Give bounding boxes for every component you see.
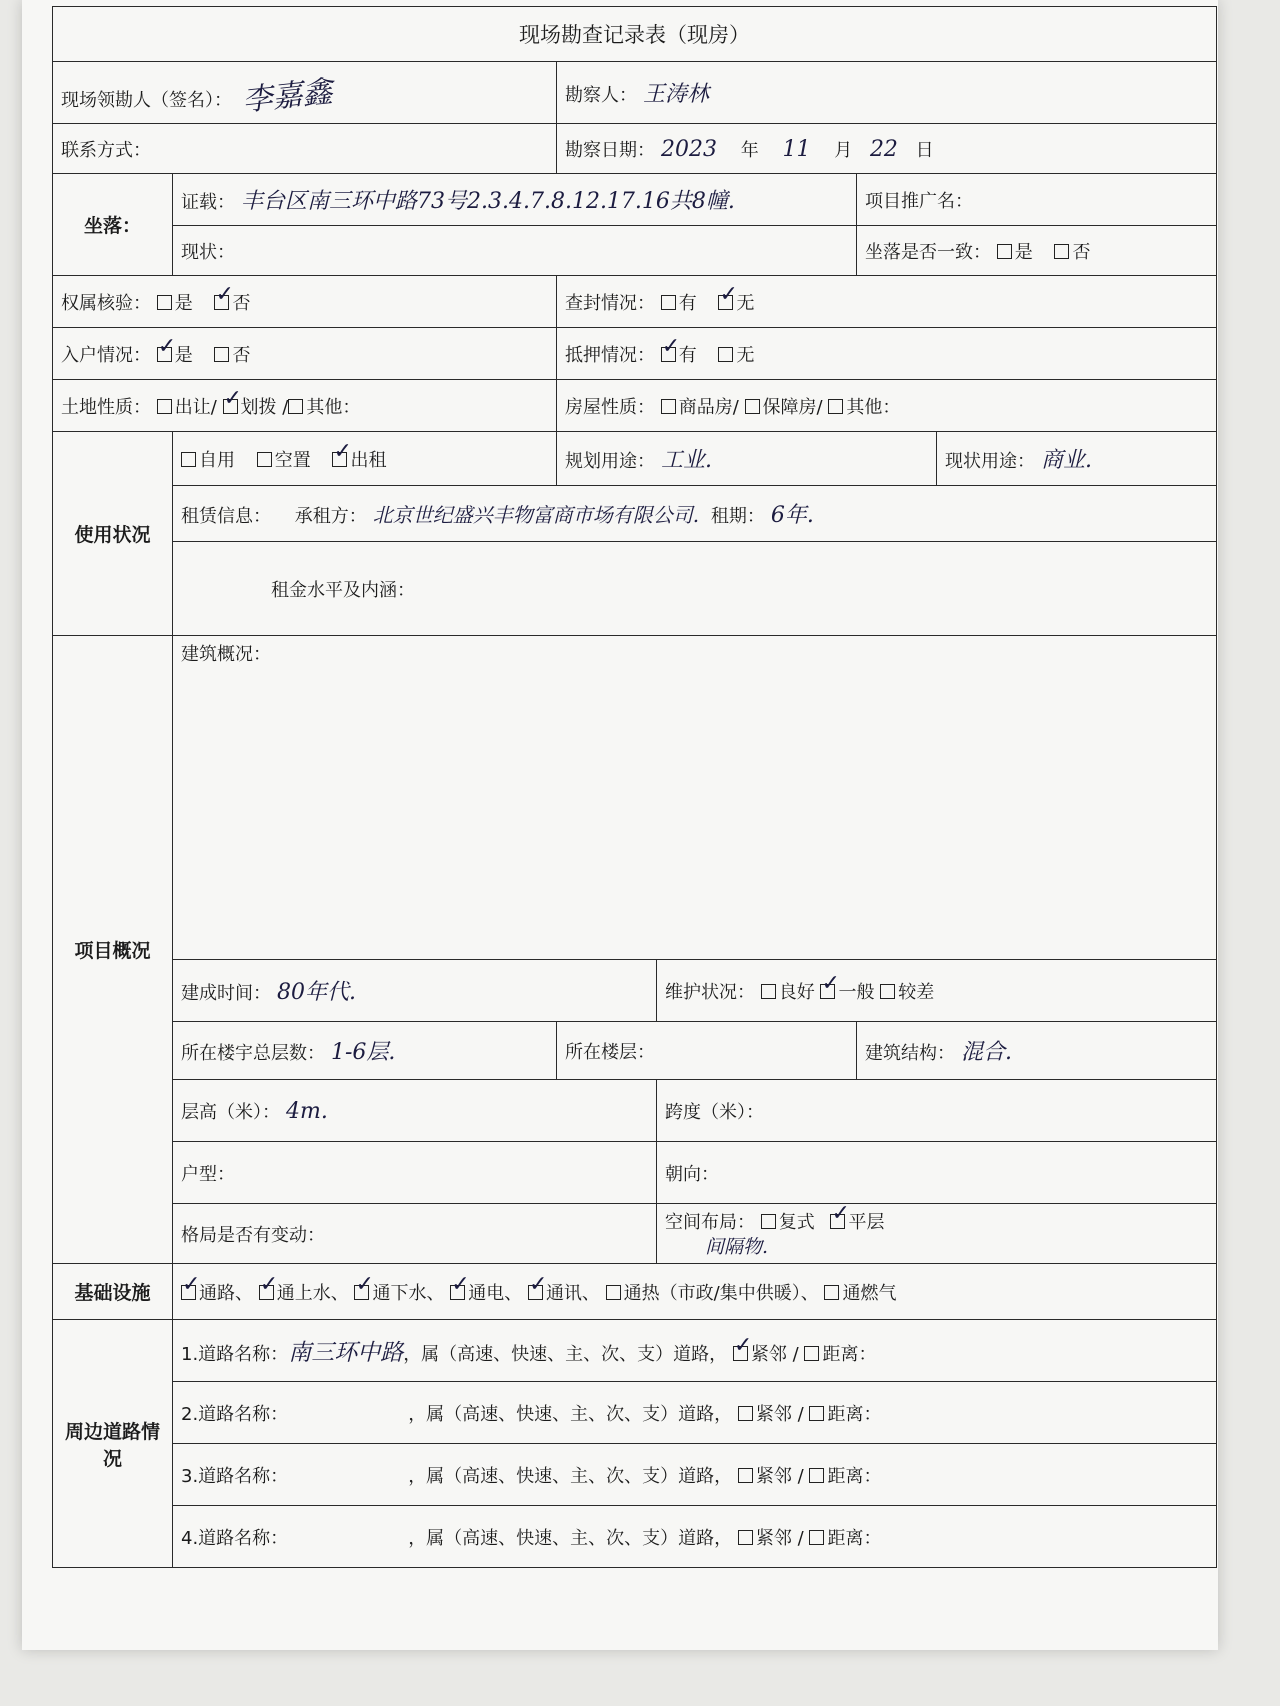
house-other-checkbox[interactable] [828,399,843,414]
roads-section: 周边道路情况 [53,1320,173,1568]
infra-road-checkbox[interactable] [181,1285,196,1300]
total-floors-value: 1-6层. [331,1040,396,1065]
infra-sewer-checkbox[interactable] [354,1285,369,1300]
road-1-distance-label: 距离： [822,1344,877,1365]
inspector-value: 王涛林 [643,82,710,107]
seal-have-checkbox[interactable] [661,295,676,310]
infra-power-checkbox[interactable] [450,1285,465,1300]
road-1-adjacent-label: 紧邻 [750,1344,787,1365]
height-value: 4m. [286,1098,328,1124]
road-1-distance-checkbox[interactable] [804,1346,819,1361]
flat-checkbox[interactable] [830,1214,845,1229]
maint-poor-checkbox[interactable] [880,984,895,999]
lead-label: 现场领勘人（签名）： [61,89,232,111]
term-value: 6年. [770,503,814,528]
rent-label: 出租 [350,449,387,471]
land-label: 土地性质： [61,396,151,418]
seal-cell [557,276,1217,328]
seal-none-checkbox[interactable] [718,295,733,310]
date-year-unit: 年 [740,139,759,161]
total-floors-label: 所在楼宇总层数： [181,1043,325,1064]
rent-level-cell [173,542,1217,636]
built-time-cell [173,960,657,1022]
layout-note: 间隔物. [705,1236,769,1258]
infra-telecom-checkbox[interactable] [528,1285,543,1300]
duplex-label: 复式 [778,1212,815,1233]
road-1-slash: / [792,1344,799,1365]
date-month: 11 [782,136,811,162]
usage-type-cell [173,432,557,486]
consistent-no-checkbox[interactable] [1054,244,1069,259]
lead-cell [53,62,557,124]
date-day-unit: 日 [915,139,934,161]
ownership-label: 权属核验： [61,292,151,314]
road-2-adjacent-checkbox[interactable] [738,1406,753,1421]
road-3-slash: / [797,1465,804,1487]
self-use-label: 自用 [199,449,235,471]
road-row-1 [173,1320,1217,1382]
lead-signature: 李嘉鑫 [240,73,334,119]
current-use-value: 商业. [1041,448,1092,473]
road-4-adjacent-label: 紧邻 [755,1527,792,1549]
infra-heat-checkbox[interactable] [606,1285,621,1300]
paper-sheet [22,0,1218,1650]
seal-have-label: 有 [678,292,697,314]
infra-telecom-label: 通讯、 [545,1282,600,1304]
house-commercial-label: 商品房/ [678,396,739,418]
floor-label: 所在楼层： [565,1041,655,1063]
inspection-form [52,6,1217,1568]
mortgage-have-label: 有 [678,344,697,366]
lease-label: 租赁信息： [181,506,271,527]
road-3-adjacent-label: 紧邻 [755,1465,792,1487]
usage-section: 使用状况 [53,432,173,636]
road-3-type: ，属（高速、快速、主、次、支）道路， [408,1465,733,1487]
mortgage-label: 抵押情况： [565,344,655,366]
contact-label: 联系方式： [61,139,151,161]
span-cell [657,1080,1217,1142]
road-1-adjacent-checkbox[interactable] [733,1346,748,1361]
vacant-label: 空置 [274,449,311,471]
location-label: 坐落： [53,174,173,276]
house-label: 房屋性质： [565,396,655,418]
current-cell [173,226,857,276]
ownership-cell [53,276,557,328]
inspector-cell [557,62,1217,124]
orientation-label: 朝向： [665,1163,719,1185]
date-year: 2023 [661,136,717,162]
tenant-value: 北京世纪盛兴丰物富商市场有限公司. [372,503,700,527]
maint-poor-label: 较差 [898,981,935,1003]
plan-use-value: 工业. [661,448,712,473]
maint-normal-checkbox[interactable] [820,984,835,999]
project-section: 项目概况 [53,636,173,1264]
road-4-slash: / [797,1527,804,1549]
unit-type-cell [173,1142,657,1204]
land-allocated-checkbox[interactable] [223,399,238,414]
space-layout-label: 空间布局： [665,1212,755,1233]
lease-cell [173,486,1217,542]
term-label: 租期： [710,506,765,527]
mortgage-none-checkbox[interactable] [718,347,733,362]
structure-value: 混合. [961,1040,1012,1065]
unit-type-label: 户型： [181,1163,235,1185]
land-sale-label: 出让/ [174,396,217,418]
entry-yes-label: 是 [174,344,193,366]
infra-gas-checkbox[interactable] [824,1285,839,1300]
entry-yes-checkbox[interactable] [157,347,172,362]
floor-cell [557,1022,857,1080]
road-2-slash: / [797,1403,804,1425]
road-row-2 [173,1382,1217,1444]
road-3-distance-label: 距离： [827,1465,882,1487]
road-row-3 [173,1444,1217,1506]
house-affordable-label: 保障房/ [762,396,823,418]
building-overview-label: 建筑概况： [181,644,271,665]
house-other-label: 其他： [846,396,901,418]
mortgage-have-checkbox[interactable] [661,347,676,362]
structure-cell [857,1022,1217,1080]
road-3-distance-checkbox[interactable] [809,1468,824,1483]
layout-change-label: 格局是否有变动： [181,1224,325,1246]
house-commercial-checkbox[interactable] [661,399,676,414]
cert-label: 证载： [181,192,235,213]
consistent-label: 坐落是否一致： [865,241,991,263]
road-4-adjacent-checkbox[interactable] [738,1530,753,1545]
duplex-checkbox[interactable] [761,1214,776,1229]
road-3-adjacent-checkbox[interactable] [738,1468,753,1483]
space-layout-cell [657,1204,1217,1264]
date-day: 22 [869,136,898,162]
mortgage-cell [557,328,1217,380]
form-title: 现场勘查记录表（现房） [53,7,1217,62]
promo-cell [857,174,1217,226]
land-cell [53,380,557,432]
contact-cell [53,124,557,174]
consistent-no-label: 否 [1072,241,1091,263]
current-use-label: 现状用途： [945,451,1035,472]
span-label: 跨度（米）： [665,1101,764,1123]
land-sale-checkbox[interactable] [157,399,172,414]
infra-cell [173,1264,1217,1320]
built-time-value: 80年代. [277,980,356,1005]
mortgage-none-label: 无 [736,344,755,366]
ownership-no-checkbox[interactable] [214,295,229,310]
maint-good-label: 良好 [778,981,815,1003]
entry-cell [53,328,557,380]
current-label: 现状： [181,241,235,263]
date-cell [557,124,1217,174]
infra-water-checkbox[interactable] [259,1285,274,1300]
consistent-cell [857,226,1217,276]
maintenance-label: 维护状况： [665,981,755,1003]
date-label: 勘察日期： [565,139,655,161]
tenant-label: 承租方： [294,506,367,527]
road-1-value: 南三环中路 [288,1340,404,1366]
infra-road-label: 通路、 [199,1282,253,1304]
road-3-label: 3.道路名称： [181,1465,289,1487]
ownership-yes-label: 是 [174,292,193,314]
built-time-label: 建成时间： [181,983,271,1004]
date-month-unit: 月 [834,139,853,161]
infra-gas-label: 通燃气 [842,1282,897,1304]
road-4-type: ，属（高速、快速、主、次、支）道路， [408,1527,733,1549]
ownership-yes-checkbox[interactable] [157,295,172,310]
building-overview-cell [173,636,1217,960]
road-row-4 [173,1506,1217,1568]
vacant-checkbox[interactable] [257,452,272,467]
promo-label: 项目推广名： [865,190,973,212]
infra-section: 基础设施 [53,1264,173,1320]
road-4-distance-checkbox[interactable] [809,1530,824,1545]
cert-value: 丰台区南三环中路73号2.3.4.7.8.12.17.16共8幢. [241,189,735,214]
orientation-cell [657,1142,1217,1204]
entry-no-checkbox[interactable] [214,347,229,362]
plan-use-label: 规划用途： [565,451,655,472]
road-2-distance-label: 距离： [827,1403,882,1425]
height-cell [173,1080,657,1142]
structure-label: 建筑结构： [865,1043,955,1064]
height-label: 层高（米）： [181,1101,280,1123]
cert-cell [173,174,857,226]
land-allocated-label: 划拨 [240,396,277,418]
infra-heat-label: 通热（市政/集中供暖）、 [623,1282,819,1304]
road-2-adjacent-label: 紧邻 [755,1403,792,1425]
seal-label: 查封情况： [565,292,655,314]
ownership-no-label: 否 [232,292,251,314]
land-other-label: 其他： [306,396,361,418]
current-use-cell [937,432,1217,486]
road-2-type: ，属（高速、快速、主、次、支）道路， [408,1403,733,1425]
maintenance-cell [657,960,1217,1022]
infra-water-label: 通上水、 [276,1282,349,1304]
rent-checkbox[interactable] [332,452,347,467]
flat-label: 平层 [848,1212,885,1233]
total-floors-cell [173,1022,557,1080]
maint-good-checkbox[interactable] [761,984,776,999]
maint-normal-label: 一般 [838,981,875,1003]
house-cell [557,380,1217,432]
layout-change-cell [173,1204,657,1264]
road-4-distance-label: 距离： [827,1527,882,1549]
road-1-type: ，属（高速、快速、主、次、支）道路， [403,1344,728,1365]
seal-none-label: 无 [736,292,755,314]
road-2-label: 2.道路名称： [181,1403,289,1425]
entry-label: 入户情况： [61,344,151,366]
entry-no-label: 否 [232,344,251,366]
consistent-yes-label: 是 [1014,241,1033,263]
plan-use-cell [557,432,937,486]
land-other-checkbox[interactable] [288,399,303,414]
road-2-distance-checkbox[interactable] [809,1406,824,1421]
inspector-label: 勘察人： [565,85,637,106]
road-1-label: 1.道路名称： [181,1344,289,1365]
self-use-checkbox[interactable] [181,452,196,467]
consistent-yes-checkbox[interactable] [997,244,1012,259]
house-affordable-checkbox[interactable] [745,399,760,414]
infra-power-label: 通电、 [468,1282,523,1304]
road-4-label: 4.道路名称： [181,1527,289,1549]
land-sep: / [282,396,289,418]
rent-level-label: 租金水平及内涵： [271,579,415,601]
infra-sewer-label: 通下水、 [372,1282,445,1304]
